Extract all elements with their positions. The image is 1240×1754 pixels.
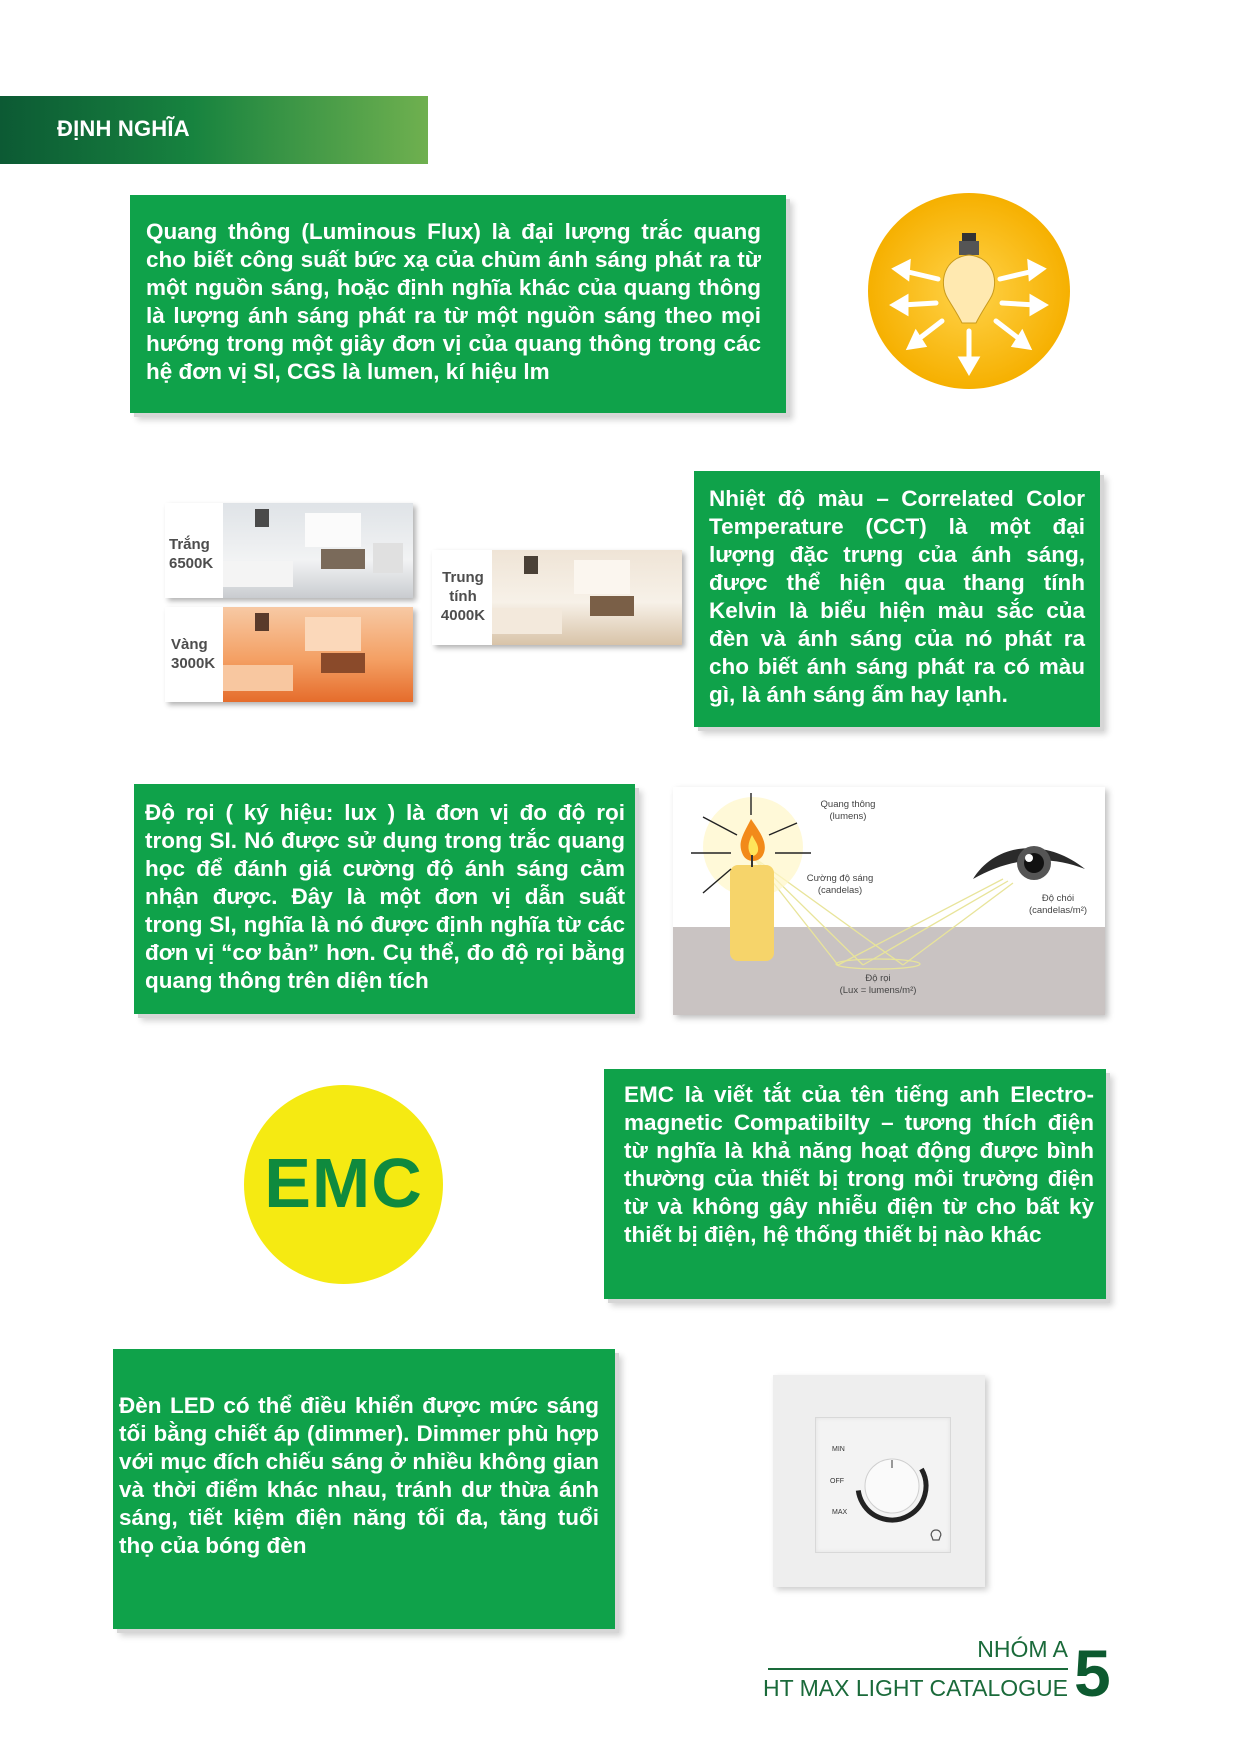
section-header	[0, 96, 428, 164]
light-bulb-icon	[866, 191, 1072, 391]
footer-catalogue: HT MAX LIGHT CATALOGUE	[762, 1675, 1068, 1701]
emc-box	[604, 1069, 1106, 1299]
dimmer-box	[113, 1349, 615, 1629]
cct-box	[694, 471, 1100, 727]
color-temp-photo-neutral	[432, 550, 682, 645]
footer-group: NHÓM A	[977, 1636, 1068, 1662]
color-temp-kelvin: 6500K	[169, 555, 214, 572]
luminous-flux-box	[130, 195, 786, 413]
flux-unit: (lumens)	[829, 811, 867, 822]
lux-box	[134, 784, 635, 1014]
section-title: ĐỊNH NGHĨA	[57, 116, 190, 141]
emc-logo-text: EMC	[264, 1144, 423, 1222]
color-temp-name: Trắng	[169, 536, 210, 553]
dimmer-switch-icon	[773, 1375, 985, 1587]
illuminance-label: Độ rọi	[865, 973, 891, 984]
eye-icon	[973, 846, 1085, 880]
footer-divider	[768, 1668, 1068, 1670]
intensity-label: Cường độ sáng	[806, 873, 874, 884]
dimmer-off-label: OFF	[830, 1478, 844, 1485]
room-image	[492, 550, 682, 645]
cct-text: Nhiệt độ màu – Correlated Color Temperature (CCT) là một đại lượng đặc trưng của ánh sáng, được thể hiện qua thang tính Kelvin là biểu hiện màu sắc của đèn và ánh sáng của nó phát ra cho biết ánh sáng phát ra có màu gì, là ánh sáng ấm hay lạnh.	[709, 486, 1085, 707]
room-image	[223, 607, 413, 702]
illuminance-diagram	[673, 787, 1105, 1015]
glare-label: Độ chói	[1041, 893, 1075, 904]
flux-label: Quang thông	[820, 799, 876, 810]
illuminance-unit: (Lux = lumens/m²)	[839, 985, 917, 996]
lux-text: Độ rọi ( ký hiệu: lux ) là đơn vị đo độ rọi trong SI. Nó được sử dụng trong trắc quang học để đánh giá cường độ ánh sáng cảm nhận được. Đây là một đơn vị dẫn suất trong SI, nghĩa là nó được định nghĩa từ các đơn vị “cơ bản” hơn. Cụ thể, đo độ rọi bằng quang thông trên diện tích	[145, 800, 625, 993]
room-image	[223, 503, 413, 598]
dimmer-max-label: MAX	[832, 1509, 848, 1516]
glare-unit: (candelas/m²)	[1028, 905, 1088, 916]
color-temp-photo-warm	[165, 607, 413, 702]
dimmer-text: Đèn LED có thể điều khiển được mức sáng tối bằng chiết áp (dimmer). Dimmer phù hợp với mục đích chiếu sáng ở nhiều không gian và thời điểm khác nhau, tránh dư thừa ánh sáng, tiết kiệm điện năng tối đa, tăng tuổi thọ của bóng đèn	[119, 1393, 599, 1558]
emc-logo	[244, 1085, 443, 1284]
color-temp-kelvin: 3000K	[171, 655, 216, 672]
intensity-unit: (candelas)	[817, 885, 863, 896]
color-temp-name: Trung tính	[442, 569, 484, 605]
emc-text: EMC là viết tắt của tên tiếng anh Electro-magnetic Compatibilty – tương thích điện từ nghĩa là khả năng hoạt động được bình thường của thiết bị trong môi trường điện từ và không gây nhiễu điện từ cho bất kỳ thiết bị điện, hệ thống thiết bị nào khác	[624, 1082, 1094, 1247]
color-temp-photo-white	[165, 503, 413, 598]
dimmer-min-label: MIN	[832, 1446, 845, 1453]
page-number: 5	[1074, 1636, 1111, 1710]
luminous-flux-text: Quang thông (Luminous Flux) là đại lượng trắc quang cho biết công suất bức xạ của chùm ánh sáng phát ra từ một nguồn sáng, hoặc định nghĩa khác của quang thông là lượng ánh sáng phát ra từ một nguồn sáng theo mọi hướng trong một giây đơn vị của quang thông trong các hệ đơn vị SI, CGS là lumen, kí hiệu lm	[146, 219, 761, 384]
color-temp-kelvin: 4000K	[440, 607, 486, 624]
color-temp-name: Vàng	[171, 636, 208, 653]
